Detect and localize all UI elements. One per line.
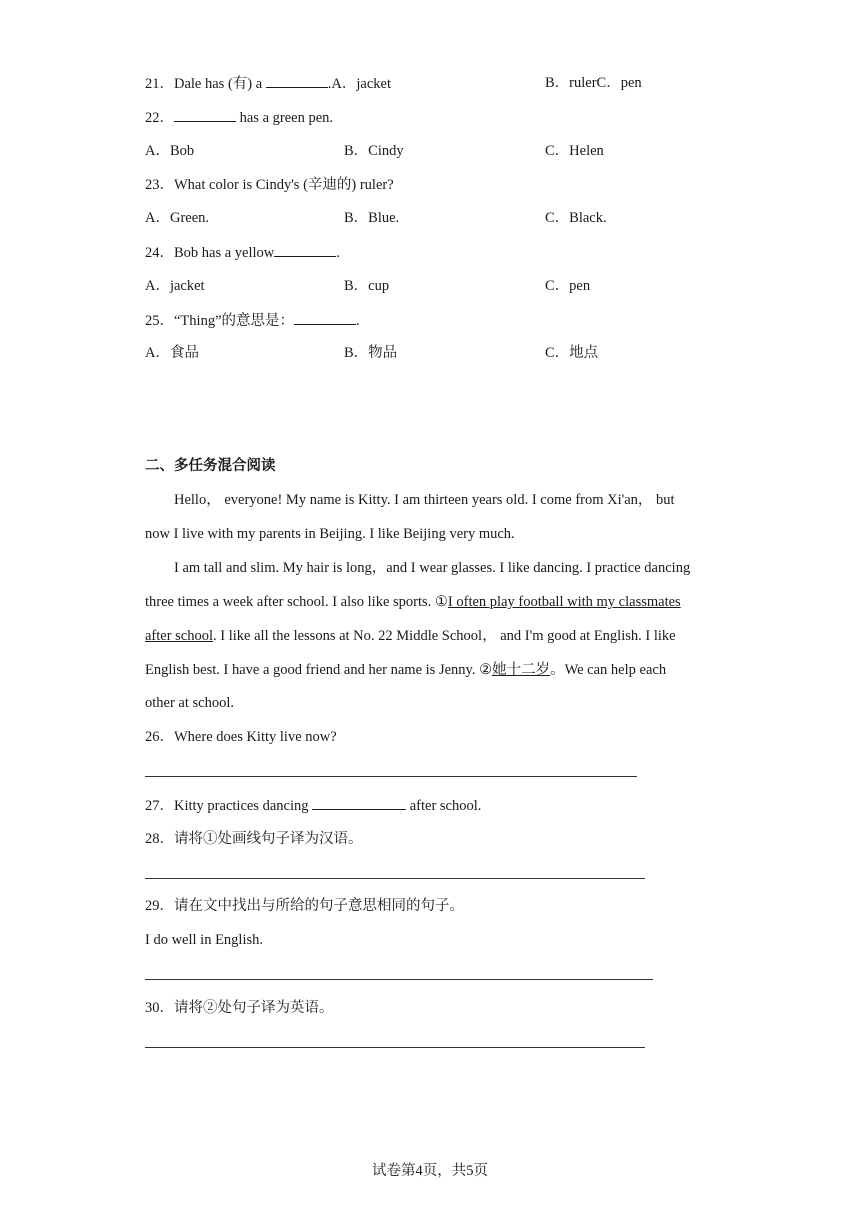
question-27: 27．Kitty practices dancing after school. <box>145 795 481 816</box>
question-21-option-b: B．rulerC．pen <box>545 75 642 91</box>
answer-blank[interactable] <box>174 107 236 122</box>
question-23-option-a: A．Green. <box>145 210 210 226</box>
underlined-sentence-1-end: after school <box>145 628 214 644</box>
section-heading: 二、多任务混合阅读 <box>145 458 276 474</box>
question-22-option-b: B．Cindy <box>344 143 404 159</box>
question-25-option-c: C．地点 <box>545 345 599 361</box>
passage-line: three times a week after school. I also like sports. ①I often play football with my classmates <box>145 594 681 610</box>
question-25: 25．“Thing”的意思是： . <box>145 310 360 331</box>
passage-line: I am tall and slim. My hair is long，and I wear glasses. I like dancing. I practice dancing <box>174 560 691 576</box>
underlined-sentence-2: 她十二岁 <box>492 662 551 678</box>
answer-line[interactable] <box>145 776 637 777</box>
passage-line: other at school. <box>145 695 234 711</box>
answer-line[interactable] <box>145 878 645 879</box>
passage-line: English best. I have a good friend and her name is Jenny. ②她十二岁。We can help each <box>145 662 667 678</box>
question-22-option-a: A．Bob <box>145 143 195 159</box>
answer-blank[interactable] <box>312 795 406 810</box>
question-24-option-c: C．pen <box>545 278 591 294</box>
question-22: 22． has a green pen. <box>145 107 333 128</box>
question-23-option-b: B．Blue. <box>344 210 400 226</box>
question-23: 23．What color is Cindy's (辛迪的) ruler? <box>145 177 394 193</box>
answer-line[interactable] <box>145 979 653 980</box>
underlined-sentence-1: I often play football with my classmates <box>447 594 681 610</box>
question-29: 29．请在文中找出与所给的句子意思相同的句子。 <box>145 898 464 914</box>
answer-blank[interactable] <box>274 242 336 257</box>
question-25-option-a: A．食品 <box>145 345 199 361</box>
question-24-option-b: B．cup <box>344 278 390 294</box>
passage-line: now I live with my parents in Beijing. I like Beijing very much. <box>145 526 515 542</box>
page-footer: 试卷第4页，共5页 <box>372 1163 488 1179</box>
question-25-option-b: B．物品 <box>344 345 398 361</box>
answer-line[interactable] <box>145 1047 645 1048</box>
question-22-option-c: C．Helen <box>545 143 604 159</box>
question-30: 30．请将②处句子译为英语。 <box>145 1000 334 1016</box>
passage-line: after school. I like all the lessons at No. 22 Middle School， and I'm good at English. I like <box>145 628 676 644</box>
question-21: 21．Dale has (有) a .A．jacket <box>145 73 391 94</box>
answer-blank[interactable] <box>266 73 328 88</box>
question-24: 24．Bob has a yellow . <box>145 242 340 263</box>
answer-blank[interactable] <box>294 310 356 325</box>
question-26: 26．Where does Kitty live now? <box>145 729 337 745</box>
question-24-option-a: A．jacket <box>145 278 205 294</box>
passage-line: Hello， everyone! My name is Kitty. I am thirteen years old. I come from Xi'an， but <box>174 492 675 508</box>
question-29-sentence: I do well in English. <box>145 932 264 948</box>
question-28: 28．请将①处画线句子译为汉语。 <box>145 831 363 847</box>
question-23-option-c: C．Black. <box>545 210 607 226</box>
